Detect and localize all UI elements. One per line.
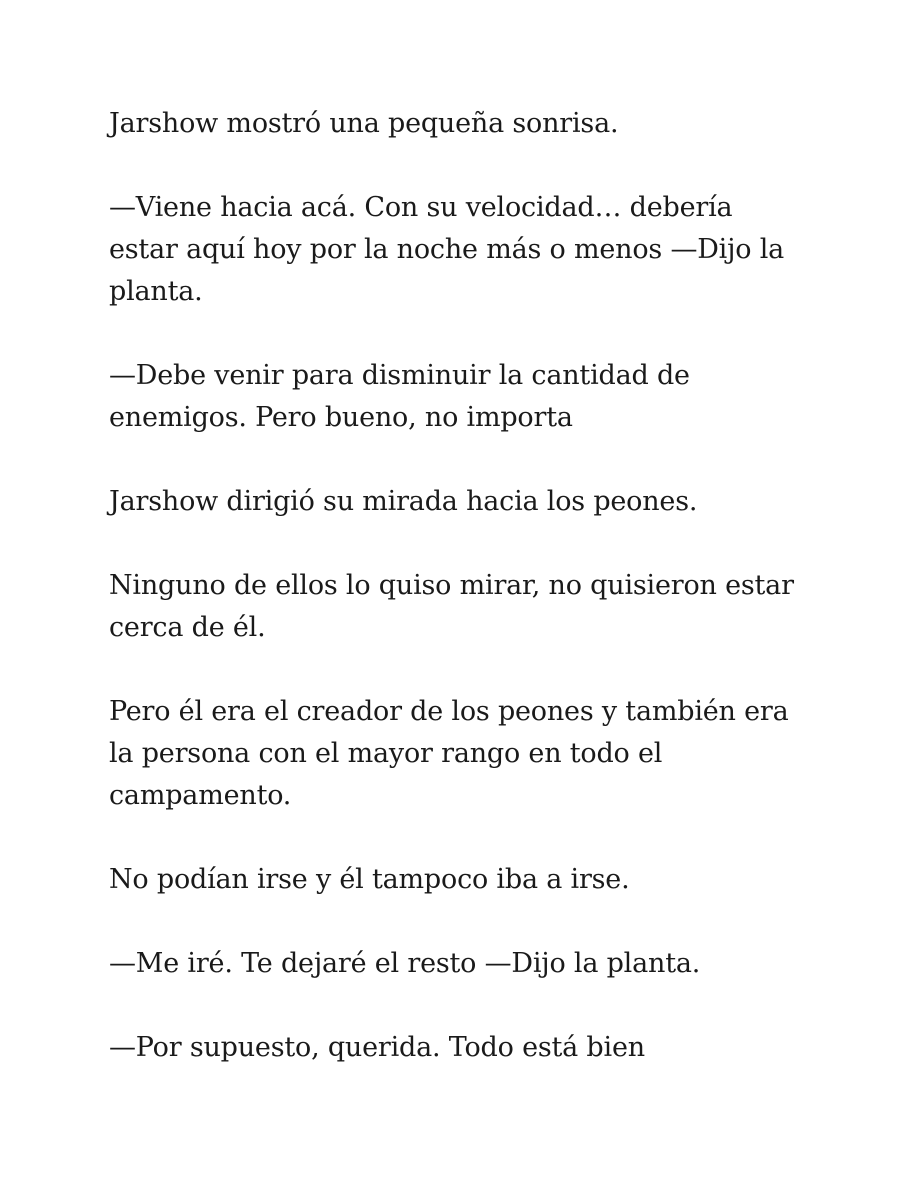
paragraph-5: Ninguno de ellos lo quiso mirar, no quisieron estar cerca de él.: [109, 570, 794, 643]
paragraph-4: Jarshow dirigió su mirada hacia los peones.: [109, 486, 698, 517]
paragraph-8: —Me iré. Te dejaré el resto —Dijo la planta.: [109, 948, 701, 979]
paragraph-2: —Viene hacia acá. Con su velocidad… debería estar aquí hoy por la noche más o menos —Dijo la planta.: [109, 192, 785, 307]
paragraph-6: Pero él era el creador de los peones y también era la persona con el mayor rango en todo el campamento.: [109, 696, 789, 811]
story-text: [109, 103, 809, 1069]
paragraph-1: Jarshow mostró una pequeña sonrisa.: [109, 108, 619, 139]
paragraph-3: —Debe venir para disminuir la cantidad de enemigos. Pero bueno, no importa: [109, 360, 690, 433]
paragraph-9: —Por supuesto, querida. Todo está bien: [109, 1032, 645, 1063]
paragraph-7: No podían irse y él tampoco iba a irse.: [109, 864, 630, 895]
